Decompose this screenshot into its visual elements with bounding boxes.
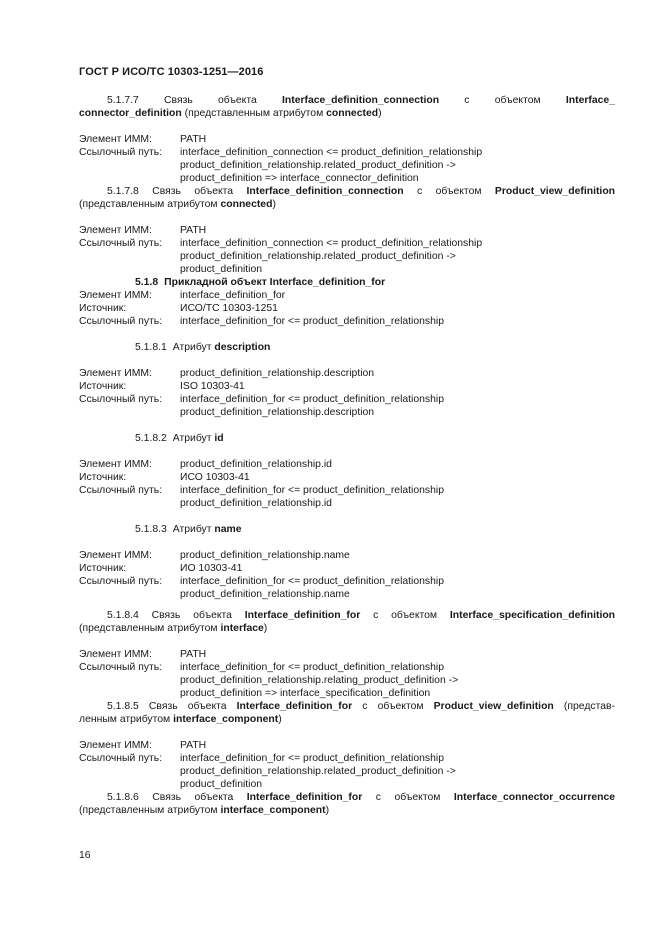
clause-word: объекта bbox=[193, 610, 232, 621]
clause-word: объектом bbox=[391, 610, 438, 621]
clause-word: объектом bbox=[494, 95, 541, 106]
field-label: Элемент ИММ: bbox=[79, 649, 152, 660]
field-value: product_definition_relationship.name bbox=[180, 550, 350, 561]
field-value-continuation: product_definition => interface_connector_definition bbox=[180, 173, 419, 184]
clause-word: объектом bbox=[394, 792, 441, 803]
clause-word: с bbox=[362, 701, 368, 712]
mapping-row bbox=[79, 458, 615, 471]
entity-name: Interface_ bbox=[565, 95, 615, 106]
clause-word: объектом bbox=[377, 701, 424, 712]
field-value: interface_definition_for bbox=[180, 290, 286, 301]
field-label: Ссылочный путь: bbox=[79, 753, 163, 764]
clause-text: ) bbox=[263, 623, 268, 634]
clause-heading bbox=[79, 185, 615, 198]
clause-word: объекта bbox=[194, 186, 234, 197]
mapping-row bbox=[79, 315, 615, 328]
clause-number: 5.1.7.7 bbox=[107, 95, 139, 106]
mapping-row bbox=[79, 146, 615, 159]
mapping-row bbox=[79, 661, 615, 674]
field-value: interface_definition_for <= product_definition_relationship bbox=[180, 394, 444, 405]
field-value: PATH bbox=[180, 740, 207, 751]
field-value: interface_definition_for <= product_definition_relationship bbox=[180, 753, 444, 764]
attribute-heading bbox=[79, 523, 615, 536]
field-value: PATH bbox=[180, 134, 207, 145]
field-label: Элемент ИММ: bbox=[79, 740, 152, 751]
clause-word: Связь bbox=[152, 792, 182, 803]
document-body bbox=[79, 94, 615, 817]
attribute-name: description bbox=[214, 342, 271, 353]
entity-name: Interface_definition_for bbox=[246, 792, 363, 803]
entity-name: Interface_definition_connection bbox=[246, 186, 404, 197]
field-label: Источник: bbox=[79, 563, 127, 574]
field-label: Источник: bbox=[79, 303, 127, 314]
entity-name: Interface_definition_connection bbox=[282, 95, 440, 106]
mapping-row bbox=[79, 549, 615, 562]
field-value: product_definition_relationship.description bbox=[180, 368, 375, 379]
mapping-row bbox=[79, 752, 615, 765]
clause-text: (представленным атрибутом bbox=[181, 108, 327, 119]
field-value: interface_definition_for <= product_definition_relationship bbox=[180, 485, 444, 496]
field-value-continuation: product_definition bbox=[180, 779, 263, 790]
clause-heading-continuation bbox=[79, 622, 615, 635]
field-value-continuation: product_definition_relationship.id bbox=[180, 498, 332, 509]
section-heading bbox=[79, 276, 615, 289]
clause-word: с bbox=[373, 610, 379, 621]
field-value: PATH bbox=[180, 649, 207, 660]
mapping-row bbox=[79, 302, 615, 315]
clause-heading-continuation bbox=[79, 198, 615, 211]
attribute-name: interface_component bbox=[220, 805, 326, 816]
field-value: interface_definition_connection <= product_definition_relationship bbox=[180, 147, 483, 158]
field-label: Элемент ИММ: bbox=[79, 459, 152, 470]
clause-number: 5.1.8.4 bbox=[107, 610, 139, 621]
attribute-name: interface_component bbox=[173, 714, 279, 725]
clause-heading bbox=[79, 791, 615, 804]
attribute-name: interface bbox=[220, 623, 264, 634]
clause-word: объекта bbox=[194, 792, 234, 803]
clause-word: Связь bbox=[148, 701, 178, 712]
clause-word: с bbox=[416, 186, 423, 197]
mapping-row bbox=[79, 575, 615, 588]
attribute-name: connected bbox=[220, 199, 273, 210]
section-number: 5.1.8 bbox=[135, 277, 159, 288]
clause-word: объектом bbox=[435, 186, 482, 197]
clause-heading bbox=[79, 609, 615, 622]
entity-name: Interface_specification_definition bbox=[449, 610, 616, 621]
field-label: Элемент ИММ: bbox=[79, 134, 152, 145]
entity-name: Interface_connector_occurrence bbox=[453, 792, 616, 803]
mapping-row bbox=[79, 289, 615, 302]
field-label: Ссылочный путь: bbox=[79, 662, 163, 673]
entity-name: connector_definition bbox=[79, 108, 182, 119]
clause-number: 5.1.8.1 bbox=[135, 342, 167, 353]
field-value: ИСО/ТС 10303-1251 bbox=[180, 303, 278, 314]
clause-word: объекта bbox=[218, 95, 257, 106]
clause-heading bbox=[79, 700, 615, 713]
field-label: Ссылочный путь: bbox=[79, 147, 163, 158]
clause-number: 5.1.8.6 bbox=[107, 792, 139, 803]
clause-word: (представ- bbox=[563, 701, 615, 712]
field-label: Ссылочный путь: bbox=[79, 485, 163, 496]
entity-name: Interface_definition_for bbox=[236, 701, 353, 712]
clause-number: 5.1.8.3 bbox=[135, 524, 167, 535]
field-value: ISO 10303-41 bbox=[180, 381, 245, 392]
clause-text: Атрибут bbox=[172, 524, 215, 535]
entity-name: Product_view_definition bbox=[433, 701, 554, 712]
field-label: Элемент ИММ: bbox=[79, 225, 152, 236]
field-value: product_definition_relationship.id bbox=[180, 459, 332, 470]
attribute-name: connected bbox=[326, 108, 379, 119]
attribute-heading bbox=[79, 341, 615, 354]
clause-heading bbox=[79, 94, 615, 107]
field-label: Источник: bbox=[79, 472, 127, 483]
field-value-continuation: product_definition => interface_specification_definition bbox=[180, 688, 431, 699]
mapping-row bbox=[79, 562, 615, 575]
mapping-row bbox=[79, 237, 615, 250]
clause-text: ) bbox=[325, 805, 330, 816]
mapping-row bbox=[79, 133, 615, 146]
clause-text: (представленным атрибутом bbox=[79, 805, 221, 816]
mapping-row bbox=[79, 648, 615, 661]
page-number: 16 bbox=[79, 850, 91, 861]
clause-word: Связь bbox=[164, 95, 193, 106]
clause-number: 5.1.8.2 bbox=[135, 433, 167, 444]
field-label: Ссылочный путь: bbox=[79, 316, 163, 327]
field-label: Ссылочный путь: bbox=[79, 576, 163, 587]
clause-text: (представленным атрибутом bbox=[79, 199, 221, 210]
clause-text: (представленным атрибутом bbox=[79, 623, 221, 634]
field-label: Элемент ИММ: bbox=[79, 368, 152, 379]
field-value-continuation: product_definition bbox=[180, 264, 263, 275]
clause-heading-continuation bbox=[79, 107, 615, 120]
mapping-row bbox=[79, 367, 615, 380]
clause-heading-continuation bbox=[79, 804, 615, 817]
field-label: Элемент ИММ: bbox=[79, 290, 152, 301]
clause-number: 5.1.7.8 bbox=[107, 186, 139, 197]
entity-name: Interface_definition_for bbox=[244, 610, 361, 621]
attribute-heading bbox=[79, 432, 615, 445]
field-value-continuation: product_definition_relationship.related_product_definition -> bbox=[180, 160, 456, 171]
field-value-continuation: product_definition_relationship.relating_product_definition -> bbox=[180, 675, 459, 686]
field-value-continuation: product_definition_relationship.related_product_definition -> bbox=[180, 766, 456, 777]
clause-text: ) bbox=[378, 108, 382, 119]
attribute-name: id bbox=[214, 433, 224, 444]
section-title: Прикладной объект Interface_definition_for bbox=[164, 277, 386, 288]
field-value-continuation: product_definition_relationship.related_product_definition -> bbox=[180, 251, 456, 262]
clause-text: ленным атрибутом bbox=[79, 714, 174, 725]
clause-word: Связь bbox=[151, 610, 181, 621]
clause-text: ) bbox=[278, 714, 282, 725]
page-header: ГОСТ Р ИСО/ТС 10303-1251—2016 bbox=[79, 66, 264, 78]
clause-number: 5.1.8.5 bbox=[107, 701, 139, 712]
clause-word: с bbox=[464, 95, 470, 106]
clause-word: с bbox=[375, 792, 381, 803]
clause-text: Атрибут bbox=[172, 433, 215, 444]
field-label: Источник: bbox=[79, 381, 127, 392]
mapping-row bbox=[79, 739, 615, 752]
field-value: interface_definition_for <= product_definition_relationship bbox=[180, 662, 444, 673]
field-label: Ссылочный путь: bbox=[79, 238, 163, 249]
field-label: Элемент ИММ: bbox=[79, 550, 152, 561]
mapping-row bbox=[79, 471, 615, 484]
clause-text: Атрибут bbox=[172, 342, 215, 353]
mapping-row bbox=[79, 393, 615, 406]
field-value: ИСО 10303-41 bbox=[180, 472, 250, 483]
field-value-continuation: product_definition_relationship.name bbox=[180, 589, 350, 600]
clause-word: Связь bbox=[152, 186, 181, 197]
field-value: ИО 10303-41 bbox=[180, 563, 243, 574]
field-value-continuation: product_definition_relationship.description bbox=[180, 407, 375, 418]
clause-text: ) bbox=[272, 199, 276, 210]
clause-word: объекта bbox=[187, 701, 227, 712]
entity-name: Product_view_definition bbox=[494, 186, 616, 197]
mapping-row bbox=[79, 224, 615, 237]
field-label: Ссылочный путь: bbox=[79, 394, 163, 405]
attribute-name: name bbox=[214, 524, 242, 535]
mapping-row bbox=[79, 380, 615, 393]
clause-heading-continuation bbox=[79, 713, 615, 726]
field-value: interface_definition_for <= product_definition_relationship bbox=[180, 576, 444, 587]
field-value: PATH bbox=[180, 225, 207, 236]
mapping-row bbox=[79, 484, 615, 497]
field-value: interface_definition_for <= product_definition_relationship bbox=[180, 316, 444, 327]
field-value: interface_definition_connection <= product_definition_relationship bbox=[180, 238, 483, 249]
